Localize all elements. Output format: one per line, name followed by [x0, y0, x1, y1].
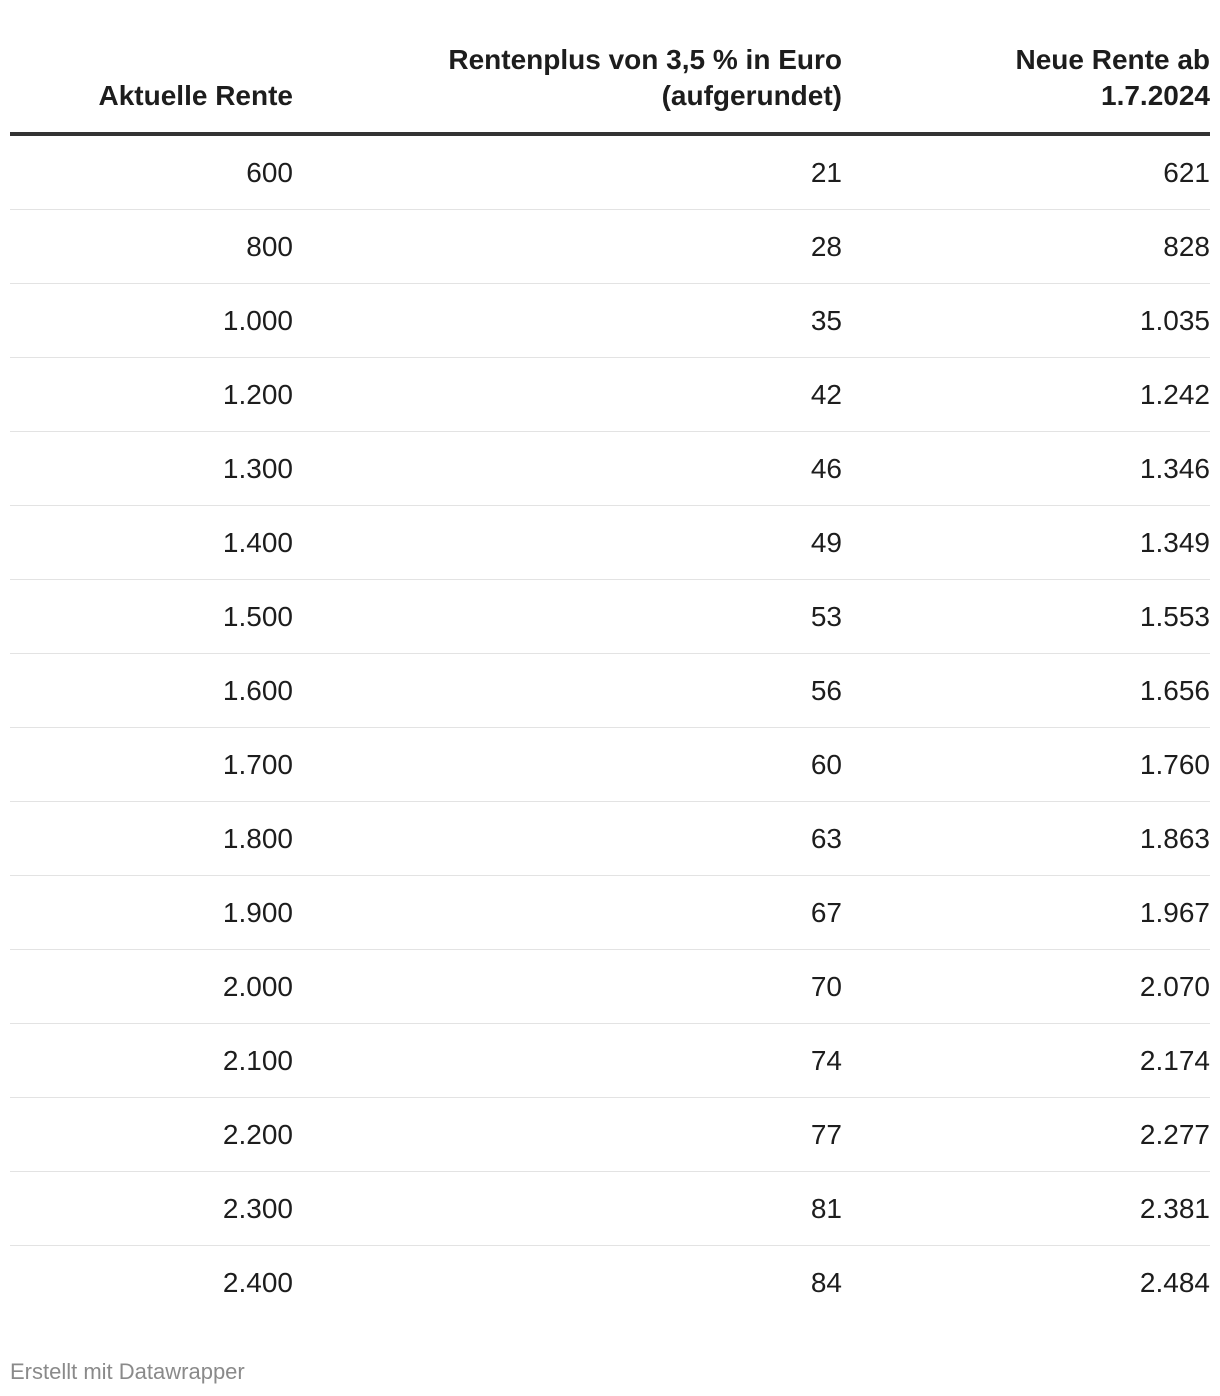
cell-aktuelle-rente: 2.400 [222, 1267, 293, 1298]
table-row [10, 136, 1210, 210]
cell-rentenplus: 28 [810, 231, 842, 262]
cell-aktuelle-rente: 1.300 [222, 453, 293, 484]
table-header-row [10, 0, 1210, 136]
table-row [10, 802, 1210, 876]
cell-neue-rente: 1.035 [1139, 305, 1210, 336]
table-row [10, 432, 1210, 506]
cell-rentenplus: 42 [810, 379, 842, 410]
column-header-neue-rente [880, 42, 1210, 114]
cell-aktuelle-rente: 2.200 [222, 1119, 293, 1150]
cell-rentenplus: 84 [810, 1267, 842, 1298]
cell-aktuelle-rente: 2.300 [222, 1193, 293, 1224]
cell-neue-rente: 621 [1163, 157, 1210, 188]
cell-aktuelle-rente: 1.200 [222, 379, 293, 410]
cell-neue-rente: 1.553 [1139, 601, 1210, 632]
table-row [10, 284, 1210, 358]
cell-rentenplus: 35 [810, 305, 842, 336]
cell-rentenplus: 77 [810, 1119, 842, 1150]
table-row [10, 1246, 1210, 1320]
cell-neue-rente: 2.070 [1139, 971, 1210, 1002]
cell-rentenplus: 74 [810, 1045, 842, 1076]
cell-neue-rente: 2.277 [1139, 1119, 1210, 1150]
cell-aktuelle-rente: 1.700 [222, 749, 293, 780]
cell-neue-rente: 828 [1163, 231, 1210, 262]
table-row [10, 654, 1210, 728]
data-table [10, 0, 1210, 1320]
table-row [10, 728, 1210, 802]
table-row [10, 506, 1210, 580]
cell-aktuelle-rente: 1.900 [222, 897, 293, 928]
cell-rentenplus: 60 [810, 749, 842, 780]
cell-aktuelle-rente: 1.000 [222, 305, 293, 336]
column-header-line: 1.7.2024 [1101, 80, 1210, 111]
cell-neue-rente: 1.656 [1139, 675, 1210, 706]
table-row [10, 210, 1210, 284]
cell-rentenplus: 49 [810, 527, 842, 558]
table-row [10, 358, 1210, 432]
cell-aktuelle-rente: 2.000 [222, 971, 293, 1002]
datawrapper-credit: Erstellt mit Datawrapper [10, 1359, 245, 1384]
cell-rentenplus: 67 [810, 897, 842, 928]
table-row [10, 1172, 1210, 1246]
table-row [10, 1098, 1210, 1172]
cell-rentenplus: 56 [810, 675, 842, 706]
cell-rentenplus: 46 [810, 453, 842, 484]
cell-neue-rente: 1.967 [1139, 897, 1210, 928]
table-row [10, 950, 1210, 1024]
cell-aktuelle-rente: 1.800 [222, 823, 293, 854]
table-row [10, 580, 1210, 654]
cell-aktuelle-rente: 1.600 [222, 675, 293, 706]
cell-neue-rente: 1.242 [1139, 379, 1210, 410]
column-header-line: Rentenplus von 3,5 % in Euro [448, 44, 842, 75]
cell-aktuelle-rente: 600 [246, 157, 293, 188]
cell-rentenplus: 21 [810, 157, 842, 188]
cell-rentenplus: 81 [810, 1193, 842, 1224]
cell-aktuelle-rente: 1.500 [222, 601, 293, 632]
column-header-line: Neue Rente ab [1015, 44, 1210, 75]
table-row [10, 1024, 1210, 1098]
table-body [10, 136, 1210, 1320]
table-row [10, 876, 1210, 950]
column-header-aktuelle-rente [0, 78, 293, 114]
cell-neue-rente: 1.863 [1139, 823, 1210, 854]
cell-neue-rente: 1.760 [1139, 749, 1210, 780]
cell-neue-rente: 1.346 [1139, 453, 1210, 484]
cell-rentenplus: 70 [810, 971, 842, 1002]
column-header-line: Aktuelle Rente [98, 80, 293, 111]
cell-aktuelle-rente: 2.100 [222, 1045, 293, 1076]
cell-aktuelle-rente: 1.400 [222, 527, 293, 558]
cell-neue-rente: 2.174 [1139, 1045, 1210, 1076]
cell-neue-rente: 2.484 [1139, 1267, 1210, 1298]
column-header-line: (aufgerundet) [661, 80, 842, 111]
cell-neue-rente: 2.381 [1139, 1193, 1210, 1224]
cell-neue-rente: 1.349 [1139, 527, 1210, 558]
cell-rentenplus: 63 [810, 823, 842, 854]
column-header-rentenplus [282, 42, 842, 114]
cell-aktuelle-rente: 800 [246, 231, 293, 262]
cell-rentenplus: 53 [810, 601, 842, 632]
